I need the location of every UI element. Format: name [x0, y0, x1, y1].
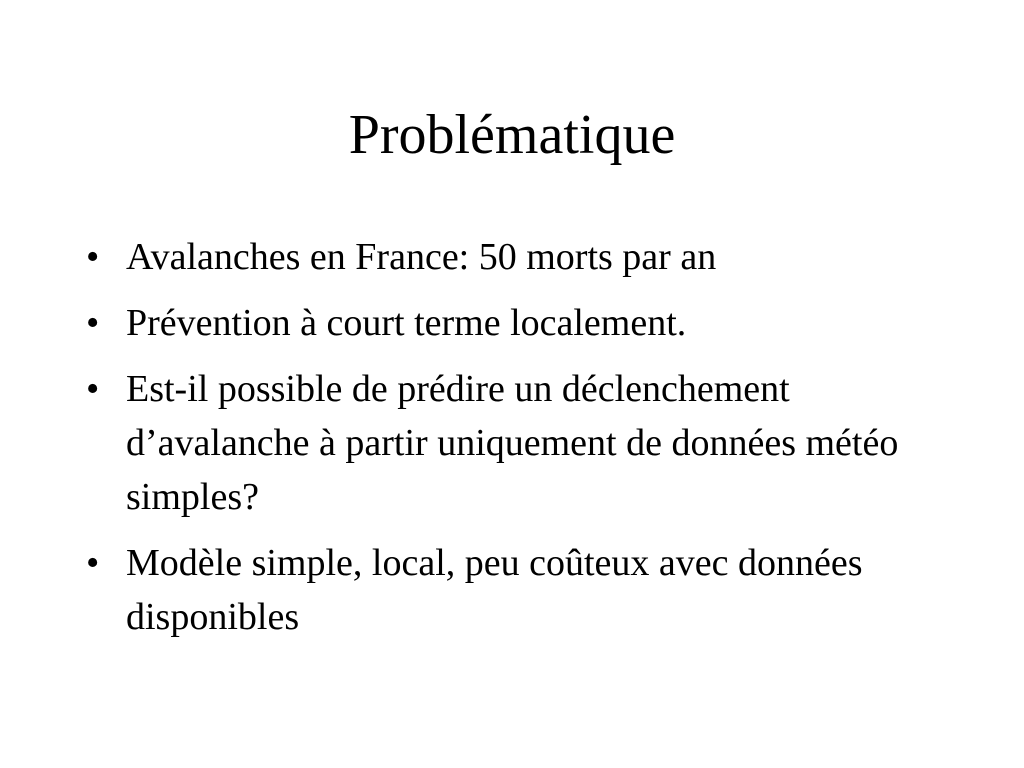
bullet-text: Prévention à court terme localement.: [126, 302, 687, 344]
bullet-item: [86, 536, 966, 644]
bullet-item: [86, 296, 966, 350]
bullet-list: [86, 230, 966, 656]
bullet-icon: •: [86, 542, 100, 584]
bullet-icon: •: [86, 236, 100, 278]
bullet-item: [86, 362, 966, 524]
bullet-icon: •: [86, 368, 100, 410]
bullet-icon: •: [86, 302, 100, 344]
bullet-item: [86, 230, 966, 284]
bullet-text: Est-il possible de prédire un déclenchement d’avalanche à partir uniquement de données météo simples?: [126, 368, 899, 518]
bullet-text: Modèle simple, local, peu coûteux avec données disponibles: [126, 542, 863, 638]
bullet-text: Avalanches en France: 50 morts par an: [126, 236, 717, 278]
slide-title: Problématique: [348, 104, 676, 166]
